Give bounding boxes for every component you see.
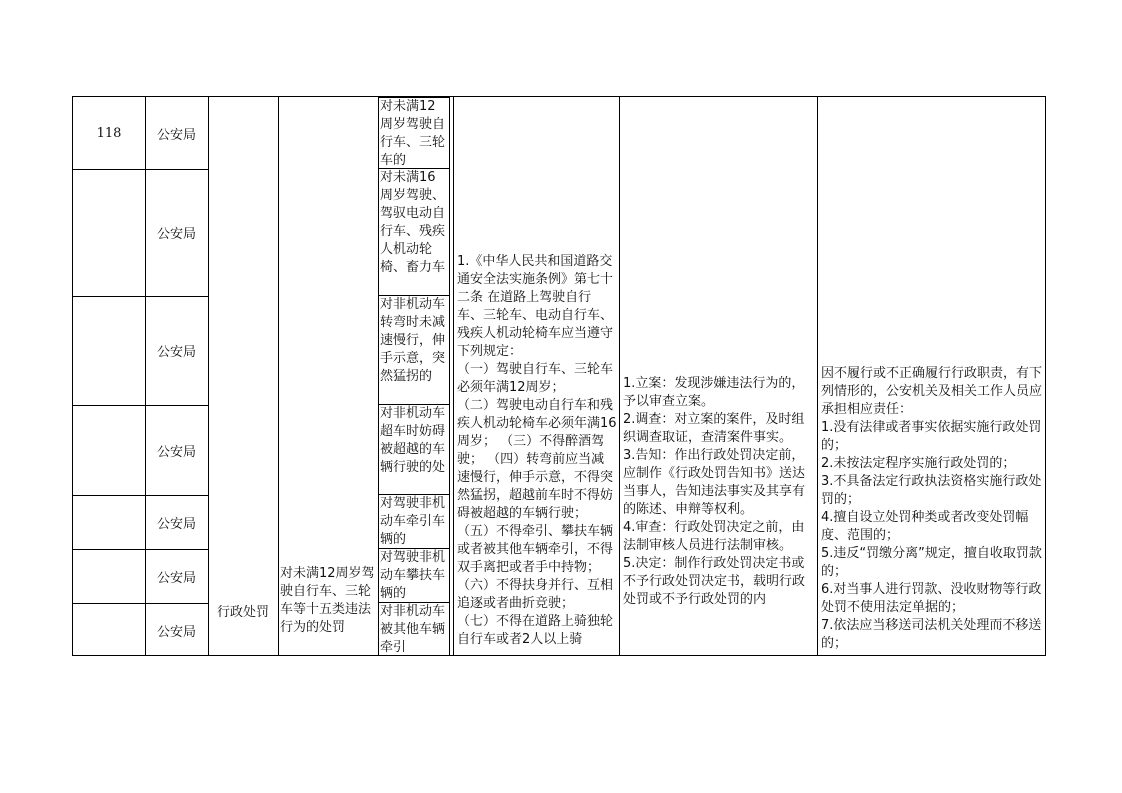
row-seq [73,169,145,296]
row-seq: 118 [96,125,122,141]
row-dept: 公安局 [156,624,196,640]
sub-item: 对驾驶非机动车攀扶车辆的 [378,549,450,603]
row-seq [73,405,145,495]
process-cell [619,97,817,656]
row-dept: 公安局 [156,516,196,532]
row-dept: 公安局 [156,345,196,360]
row-dept: 公安局 [156,127,196,143]
process-text: 1.立案：发现涉嫌违法行为的，予以审查立案。 2.调查：对立案的案件，及时组织调查取证，查清案件事实。 3.告知：作出行政处罚决定前，应制作《行政处罚告知书》送达当事人，告知违法事实及其享有的陈述、申辩等权利。 4.审查：行政处罚决定之前，由法制审核人员进行法制审核。 5.决定：制作行政处罚决定书或不予行政处罚决定书，载明行政处罚或不予行政处罚的内 [623,376,806,607]
responsibility-cell [817,97,1046,656]
sub-item: 对未满16周岁驾驶、驾驭电动自行车、残疾人机动轮椅、畜力车 [378,169,450,296]
row-dept: 公安局 [156,227,196,242]
main-item: 对未满12周岁驾驶自行车、三轮车等十五类违法行为的处罚 [280,566,375,635]
responsibility-text: 因不履行或不正确履行行政职责，有下列情形的，公安机关及相关工作人员应承担相应责任： 1.没有法律或者事实依据实施行政处罚的； 2.未按法定程序实施行政处罚的； 3.不具备法定行政执法资格实施行政处罚的； 4.擅自设立处罚种类或者改变处罚幅度、范围的； 5.违反“罚缴分离”规定，擅自收取罚款的； 6.对当事人进行罚款、没收财物等行政处罚不使用法定单据的； 7.依法应当移送司法机关处理而不移送的； [821,366,1043,651]
sub-item: 对非机动车被其他车辆牵引 [378,603,450,656]
row-dept: 公安局 [156,444,196,460]
penalty-table [72,96,1046,656]
grid-line [208,97,209,655]
row-seq [73,549,145,603]
legal-basis-cell [453,97,619,656]
row-seq [73,296,145,405]
sub-item: 对驾驶非机动车牵引车辆的 [378,495,450,549]
sub-item: 对未满12周岁驾驶自行车、三轮车的 [378,97,450,169]
legal-basis-text: 1.《中华人民共和国道路交通安全法实施条例》第七十二条 在道路上驾驶自行车、三轮车、电动自行车、残疾人机动轮椅车应当遵守下列规定： （一）驾驶自行车、三轮车必须年满12周岁； （二）驾驶电动自行车和残疾人机动轮椅车必须年满16周岁； （三）不得醉酒驾驶； （四）转弯前应当减速慢行，伸手示意，不得突然猛拐，超越前车时不得妨碍被超越的车辆行驶； （五）不得牵引、攀扶车辆或者被其他车辆牵引，不得双手离把或者手中持物； （六）不得扶身并行、互相追逐或者曲折竞驶； （七）不得在道路上骑独轮自行车或者2人以上骑 [457,254,617,647]
power-type: 行政处罚 [216,605,269,620]
row-dept: 公安局 [156,570,196,586]
sub-item: 对非机动车超车时妨碍被超越的车辆行驶的处 [378,405,450,495]
sub-item: 对非机动车转弯时未减速慢行，伸手示意，突然猛拐的 [378,296,450,405]
row-seq [73,603,145,656]
row-seq [73,495,145,549]
